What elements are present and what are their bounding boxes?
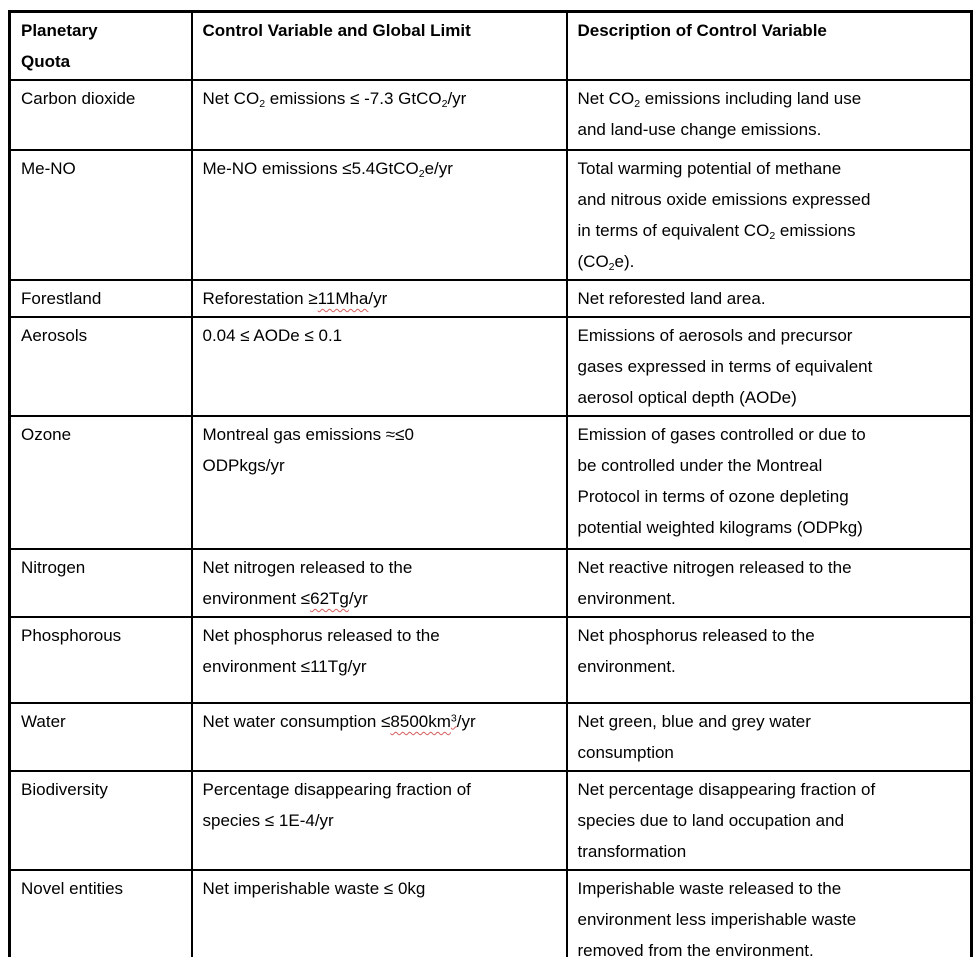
header-description: Description of Control Variable	[567, 12, 972, 81]
limit-cell: Net imperishable waste ≤ 0kg	[192, 870, 567, 957]
description-cell: Net phosphorus released to the environment.	[567, 617, 972, 703]
limit-cell: Net phosphorus released to the environment ≤11Tg/yr	[192, 617, 567, 703]
header-row	[10, 12, 972, 81]
squiggle-text: 62Tg	[310, 589, 349, 608]
description-cell: Net reforested land area.	[567, 280, 972, 317]
squiggle-text: 8500km	[390, 712, 451, 731]
table-row	[10, 617, 972, 703]
description-cell: Emission of gases controlled or due to be controlled under the Montreal Protocol in terms of ozone depleting potential weighted kilograms (ODPkg)	[567, 416, 972, 549]
sub-text: 2	[608, 260, 615, 273]
sub-text: 2	[441, 97, 448, 110]
quota-cell: Aerosols	[10, 317, 192, 416]
quota-cell: Water	[10, 703, 192, 771]
limit-cell: Percentage disappearing fraction of species ≤ 1E-4/yr	[192, 771, 567, 870]
table-row	[10, 317, 972, 416]
limit-cell: Montreal gas emissions ≈≤0 ODPkgs/yr	[192, 416, 567, 549]
table-header	[10, 12, 972, 81]
table-row	[10, 416, 972, 549]
description-cell: Total warming potential of methane and nitrous oxide emissions expressed in terms of equivalent $CO_2$ emissions $(CO_2e)$.	[567, 150, 972, 280]
sub-text: 2	[259, 97, 266, 110]
squiggle-text: 11Mha	[317, 289, 369, 308]
sup-squiggle-text: 3	[450, 712, 457, 725]
table-row	[10, 549, 972, 617]
header-planetary-quota: Planetary Quota	[10, 12, 192, 81]
quota-cell: Phosphorous	[10, 617, 192, 703]
description-cell: Net percentage disappearing fraction of species due to land occupation and transformation	[567, 771, 972, 870]
limit-cell: Me-NO emissions ≤5.4GtCO$_2$e/yr	[192, 150, 567, 280]
limit-cell: Reforestation ≥11Mha/yr	[192, 280, 567, 317]
sub-text: 2	[418, 167, 425, 180]
description-cell: Imperishable waste released to the environment less imperishable waste removed from the environment.	[567, 870, 972, 957]
description-cell: Emissions of aerosols and precursor gases expressed in terms of equivalent aerosol optical depth (AODe)	[567, 317, 972, 416]
description-cell: Net $CO_2$ emissions including land use and land-use change emissions.	[567, 80, 972, 150]
quota-cell: Forestland	[10, 280, 192, 317]
quota-cell: Biodiversity	[10, 771, 192, 870]
limit-cell: Net nitrogen released to the environment ≤62Tg/yr	[192, 549, 567, 617]
table-body	[10, 80, 972, 957]
quota-cell: Novel entities	[10, 870, 192, 957]
quota-cell: Ozone	[10, 416, 192, 549]
quota-cell: Me-NO	[10, 150, 192, 280]
header-control-variable: Control Variable and Global Limit	[192, 12, 567, 81]
table-row	[10, 771, 972, 870]
table-row	[10, 150, 972, 280]
description-cell: Net reactive nitrogen released to the environment.	[567, 549, 972, 617]
limit-cell: 0.04 ≤ AODe ≤ 0.1	[192, 317, 567, 416]
limit-cell: Net $CO_2$ emissions ≤ -7.3 GtCO$_2$/yr	[192, 80, 567, 150]
quota-cell: Carbon dioxide	[10, 80, 192, 150]
table-row	[10, 280, 972, 317]
table-row	[10, 703, 972, 771]
quota-cell: Nitrogen	[10, 549, 192, 617]
table-row	[10, 870, 972, 957]
planetary-quotas-table	[8, 10, 973, 957]
sub-text: 2	[769, 229, 776, 242]
description-cell: Net green, blue and grey water consumption	[567, 703, 972, 771]
sub-text: 2	[634, 97, 641, 110]
table-row	[10, 80, 972, 150]
limit-cell: Net water consumption $\le 8500km^3/yr$	[192, 703, 567, 771]
